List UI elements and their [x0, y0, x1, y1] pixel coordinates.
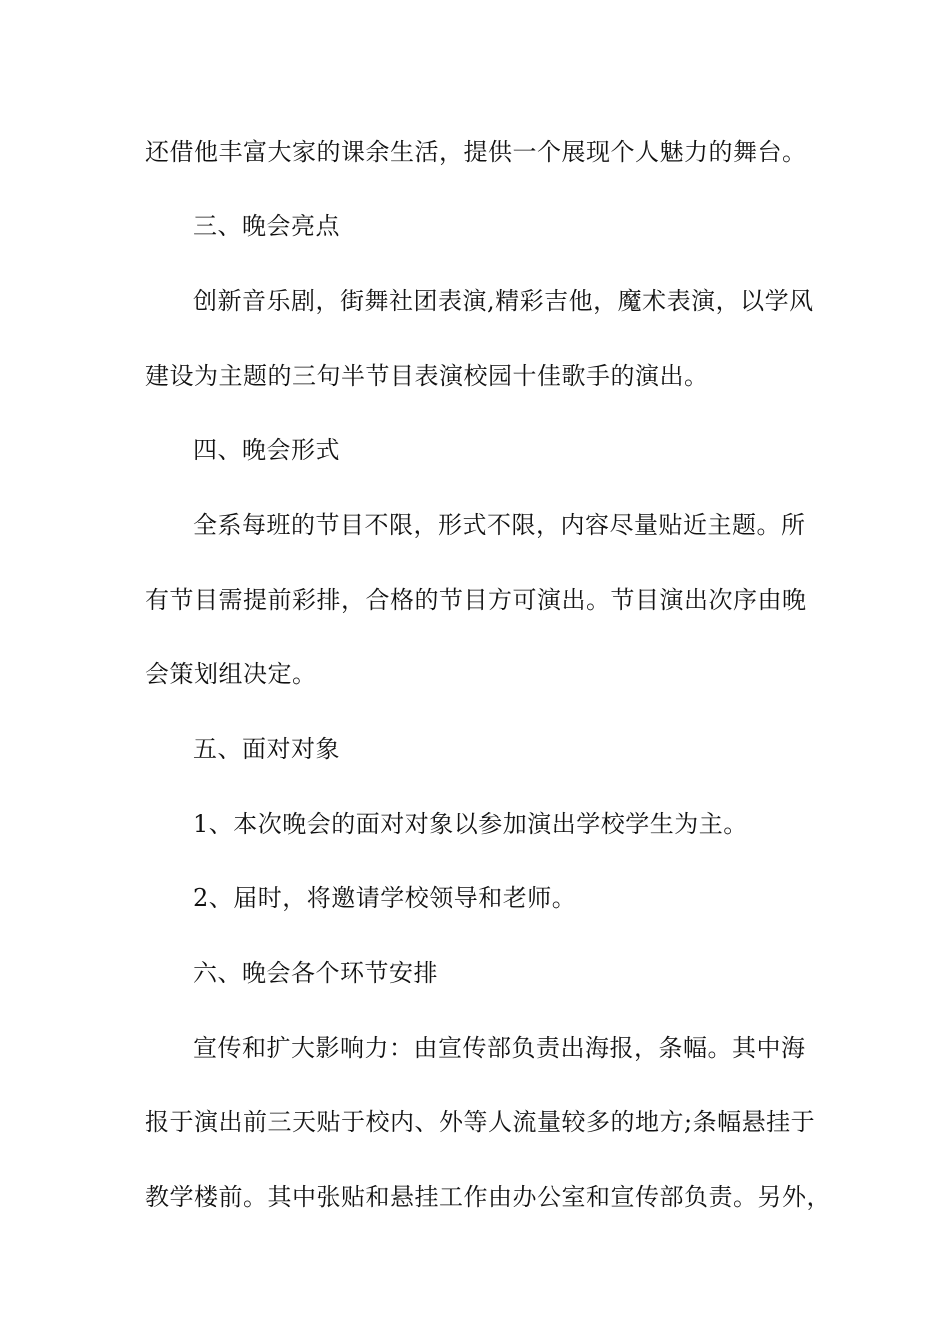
section-heading-format: 四、晚会形式	[193, 436, 340, 464]
paragraph-line: 有节目需提前彩排，合格的节目方可演出。节目演出次序由晚	[145, 586, 807, 614]
section-heading-highlights: 三、晚会亮点	[193, 212, 340, 240]
section-heading-schedule: 六、晚会各个环节安排	[193, 959, 438, 987]
paragraph-line: 全系每班的节目不限，形式不限，内容尽量贴近主题。所	[193, 511, 806, 539]
paragraph-line: 教学楼前。其中张贴和悬挂工作由办公室和宣传部负责。另外，	[145, 1183, 831, 1211]
paragraph-line: 创新音乐剧，街舞社团表演,精彩吉他，魔术表演，以学风	[193, 287, 814, 315]
paragraph-line: 报于演出前三天贴于校内、外等人流量较多的地方;条幅悬挂于	[145, 1108, 816, 1136]
paragraph-line: 宣传和扩大影响力：由宣传部负责出海报，条幅。其中海	[193, 1034, 806, 1062]
paragraph-line: 还借他丰富大家的课余生活，提供一个展现个人魅力的舞台。	[145, 138, 807, 166]
paragraph-line: 会策划组决定。	[145, 660, 317, 688]
list-item: 1、本次晚会的面对对象以参加演出学校学生为主。	[193, 810, 748, 838]
list-item: 2、届时，将邀请学校领导和老师。	[193, 884, 577, 912]
section-heading-audience: 五、面对对象	[193, 735, 340, 763]
paragraph-line: 建设为主题的三句半节目表演校园十佳歌手的演出。	[145, 362, 709, 390]
